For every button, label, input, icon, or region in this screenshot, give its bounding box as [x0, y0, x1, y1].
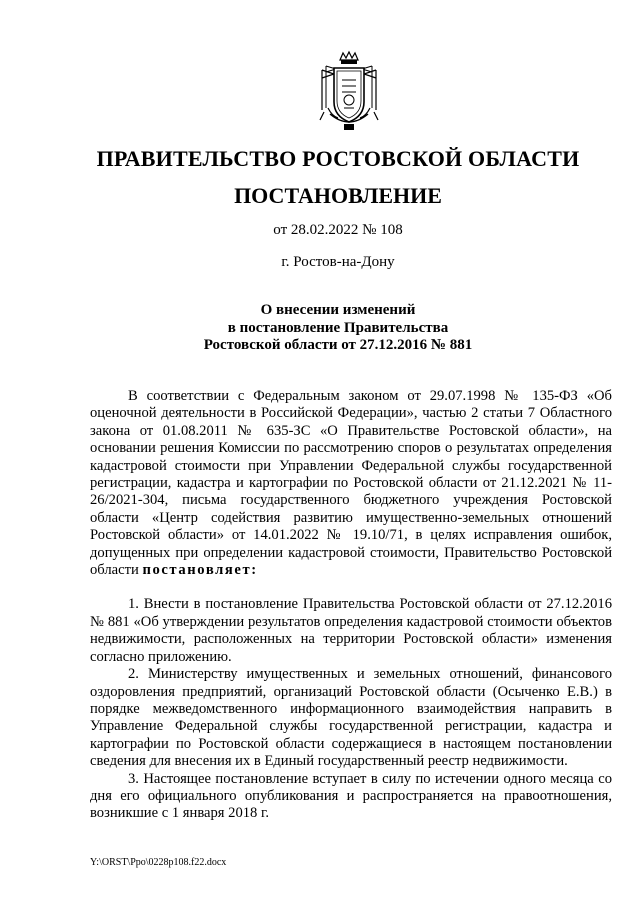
- document-body: [90, 388, 612, 823]
- preamble-paragraph: [90, 388, 612, 579]
- item-paragraph: 2. Министерству имущественных и земельных отношений, финансового оздоровления предприятий, организаций Ростовской области (Осыченко Е.В.) в порядке межведомственного информационного взаимодействия направить в Управление Федеральной службы государственной регистрации, кадастра и картографии по Ростовской области содержащиеся в настоящем постановлении сведения для внесения их в Единый государственный реестр недвижимости.: [90, 666, 612, 770]
- date-number: от 28.02.2022 № 108: [273, 222, 403, 238]
- preamble-text: В соответствии с Федеральным законом от 29.07.1998 № 135-ФЗ «Об оценочной деятельности в Российской Федерации», частью 2 статьи 7 Областного закона от 01.08.2011 № 635-ЗС «О Правительстве Ростовской области», на основании решения Комиссии по рассмотрению споров о результатах определения кадастровой стоимости при Управлении Федеральной службы государственной регистрации, кадастра и картографии по Ростовской области от 21.12.2021 № 11-26/2021-304, письма государственного бюджетного учреждения Ростовской области «Центр содействия развитию имущественно-земельных отношений Ростовской области» от 14.01.2022 № 19.10/71, в целях исправления ошибок, допущенных при определении кадастровой стоимости, Правительство Ростовской области: [90, 388, 612, 579]
- paragraph-gap: [90, 579, 612, 596]
- decree-colon: :: [251, 562, 257, 579]
- subject-line: в постановление Правительства: [227, 319, 449, 336]
- subject-line: Ростовской области от 27.12.2016 № 881: [203, 337, 473, 353]
- decree-word: постановляет: [142, 562, 252, 579]
- page-title: ПРАВИТЕЛЬСТВО РОСТОВСКОЙ ОБЛАСТИ: [96, 146, 580, 171]
- subject-line: О внесении изменений: [260, 302, 416, 318]
- item-paragraph: 3. Настоящее постановление вступает в силу по истечении одного месяца со дня его официального опубликования и распространяется на правоотношения, возникшие с 1 января 2018 г.: [90, 770, 612, 822]
- file-path-footer: Y:\ORST\Ppo\0228p108.f22.docx: [90, 857, 227, 868]
- document-type: ПОСТАНОВЛЕНИЕ: [234, 183, 442, 208]
- coat-of-arms-icon: [316, 50, 382, 132]
- item-paragraph: 1. Внести в постановление Правительства Ростовской области от 27.12.2016 № 881 «Об утверждении результатов определения кадастровой стоимости объектов недвижимости, расположенных на территории Ростовской области» изменения согласно приложению.: [90, 596, 612, 665]
- city: г. Ростов-на-Дону: [281, 254, 395, 270]
- document-subject: [18, 302, 640, 355]
